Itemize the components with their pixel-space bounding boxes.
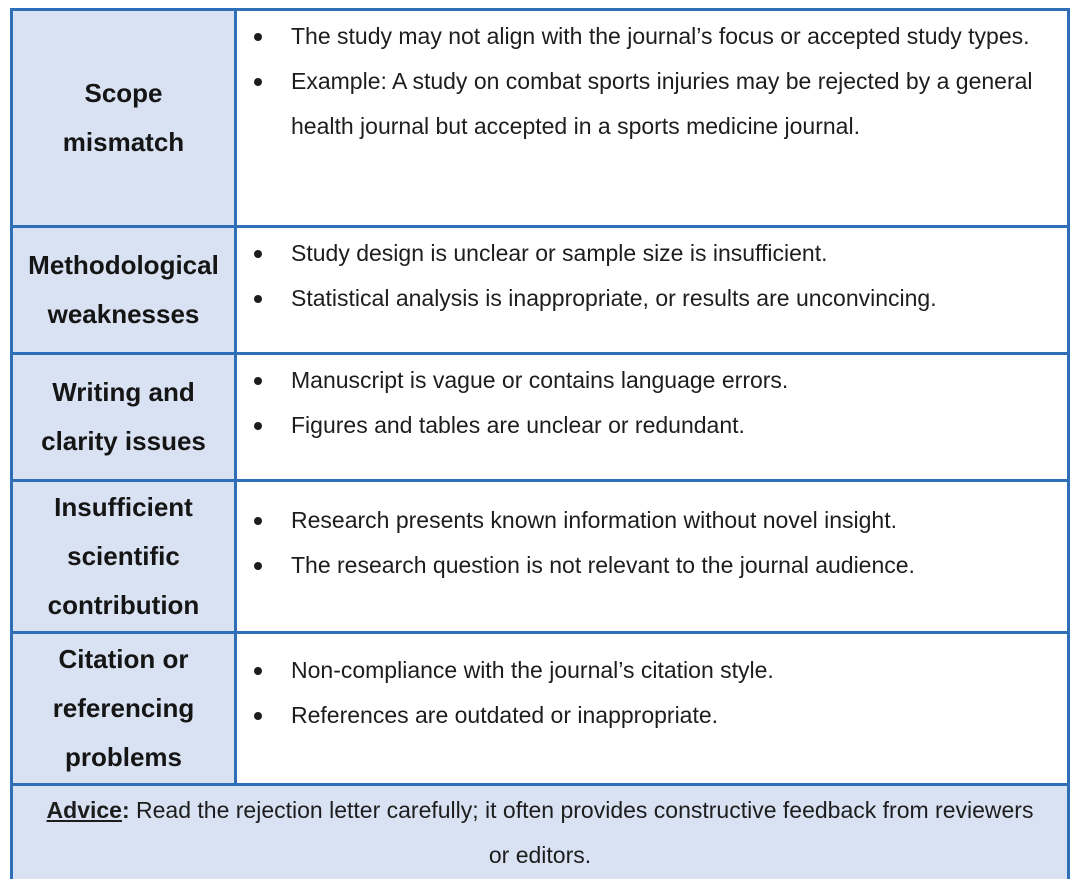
row-label: Scope mismatch xyxy=(62,78,185,157)
bullet-icon xyxy=(254,78,262,86)
row-label: Methodological weaknesses xyxy=(28,250,219,329)
row-label-cell xyxy=(13,228,237,352)
list-item xyxy=(237,59,1067,149)
list-item-text: The study may not align with the journal’s focus or accepted study types. xyxy=(291,23,1030,49)
bullet-list xyxy=(237,358,1067,448)
bullet-icon xyxy=(254,712,262,720)
list-item xyxy=(237,648,1067,693)
list-item-text: Figures and tables are unclear or redundant. xyxy=(291,412,745,438)
bullet-icon xyxy=(254,422,262,430)
row-content-cell xyxy=(237,11,1067,225)
row-label: Insufficient scientific contribution xyxy=(47,492,200,620)
list-item xyxy=(237,358,1067,403)
list-item-text: Statistical analysis is inappropriate, or results are unconvincing. xyxy=(291,285,937,311)
table-row xyxy=(13,11,1067,225)
list-item xyxy=(237,693,1067,738)
bullet-icon xyxy=(254,517,262,525)
table-row xyxy=(13,482,1067,631)
list-item-text: Research presents known information without novel insight. xyxy=(291,507,897,533)
list-item xyxy=(237,14,1067,59)
row-label-cell xyxy=(13,482,237,631)
list-item-text: Non-compliance with the journal’s citation style. xyxy=(291,657,774,683)
list-item xyxy=(237,231,1067,276)
row-label: Writing and clarity issues xyxy=(41,377,206,456)
table-row xyxy=(13,228,1067,352)
list-item-text: References are outdated or inappropriate. xyxy=(291,702,719,728)
bullet-icon xyxy=(254,250,262,258)
list-item xyxy=(237,543,1067,588)
bullet-icon xyxy=(254,295,262,303)
bullet-icon xyxy=(254,377,262,385)
row-label-cell xyxy=(13,634,237,783)
table-row xyxy=(13,355,1067,479)
bullet-icon xyxy=(254,33,262,41)
row-content-cell xyxy=(237,634,1067,783)
row-label: Citation or referencing problems xyxy=(52,644,195,772)
rejection-reasons-table xyxy=(10,8,1070,879)
bullet-list xyxy=(237,231,1067,321)
row-label-cell xyxy=(13,11,237,225)
list-item-text: Study design is unclear or sample size is insufficient. xyxy=(291,240,828,266)
list-item-text: Manuscript is vague or contains language errors. xyxy=(291,367,789,393)
row-content-cell xyxy=(237,482,1067,631)
advice-label: Advice xyxy=(46,797,122,823)
row-content-cell xyxy=(237,355,1067,479)
advice-box xyxy=(13,786,1067,879)
bullet-icon xyxy=(254,562,262,570)
list-item-text: Example: A study on combat sports injuries may be rejected by a general health journal but accepted in a sports medicine journal. xyxy=(291,68,1033,139)
bullet-list xyxy=(237,648,1067,738)
bullet-list xyxy=(237,498,1067,588)
row-label-cell xyxy=(13,355,237,479)
row-content-cell xyxy=(237,228,1067,352)
list-item xyxy=(237,403,1067,448)
bullet-list xyxy=(237,14,1067,149)
table-row xyxy=(13,634,1067,783)
bullet-icon xyxy=(254,667,262,675)
list-item xyxy=(237,498,1067,543)
list-item xyxy=(237,276,1067,321)
advice-text: Read the rejection letter carefully; it often provides constructive feedback from reviewers or editors. xyxy=(129,797,1034,868)
list-item-text: The research question is not relevant to the journal audience. xyxy=(291,552,915,578)
advice-separator: : xyxy=(121,797,130,823)
